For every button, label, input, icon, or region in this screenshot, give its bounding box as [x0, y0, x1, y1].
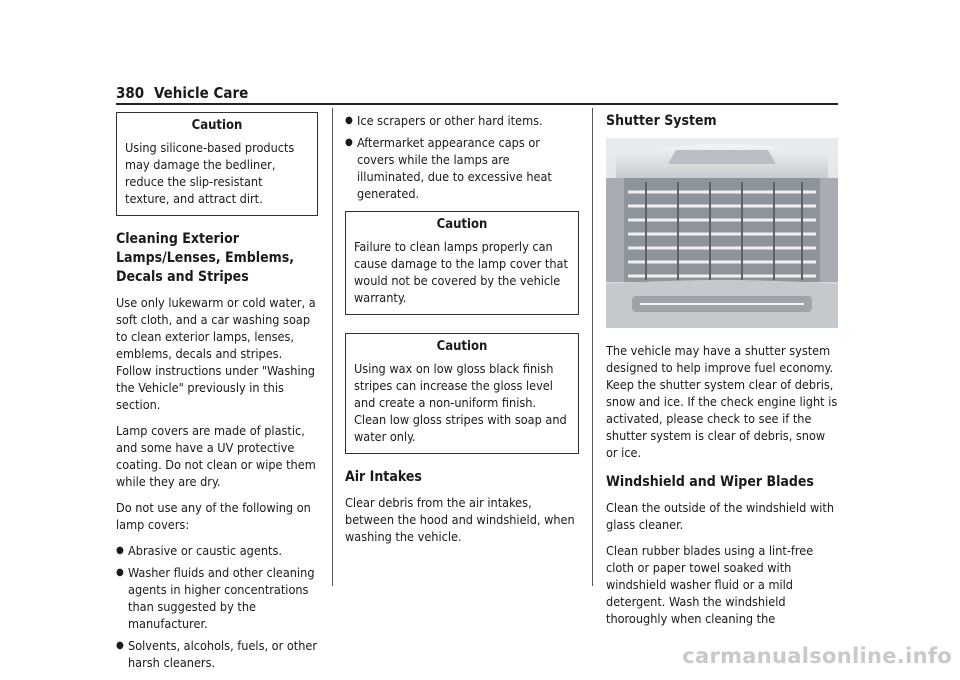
heading-air-intakes: Air Intakes — [345, 469, 422, 485]
page-header — [116, 84, 838, 104]
caution-title: Caution — [191, 118, 243, 133]
list-item-text: Solvents, alcohols, fuels, or other harsh cleaners. — [128, 638, 318, 670]
caution-title: Caution — [436, 217, 488, 232]
caution-text: Using silicone-based products may damage the bedliner, reduce the slip-resistant texture, and attract dirt. — [125, 140, 295, 206]
list-item — [116, 637, 318, 671]
paragraph: Do not use any of the following on lamp covers: — [116, 500, 311, 532]
column-1 — [116, 112, 318, 680]
list-item — [116, 542, 318, 559]
paragraph: Use only lukewarm or cold water, a soft cloth, and a car washing soap to clean exterior lamps, lenses, emblems, decals and stripes. Follow instructions under "Washing the Vehicle" previously in this section. — [116, 295, 316, 412]
paragraph: Lamp covers are made of plastic, and some have a UV protective coating. Do not clean or wipe them while they are dry. — [116, 423, 316, 489]
bullet-list — [345, 112, 579, 202]
list-item-text: Abrasive or caustic agents. — [128, 543, 282, 558]
heading-windshield-wiper-blades: Windshield and Wiper Blades — [606, 474, 814, 490]
paragraph: Clean the outside of the windshield with glass cleaner. — [606, 500, 835, 532]
bullet-list — [116, 542, 318, 671]
bullet-icon: ● — [116, 545, 124, 556]
bullet-icon: ● — [345, 137, 353, 148]
caution-box-wax — [345, 333, 579, 454]
caution-title: Caution — [436, 339, 488, 354]
page-number: 380 — [116, 84, 145, 102]
bullet-icon: ● — [116, 640, 124, 651]
list-item-text: Washer fluids and other cleaning agents in higher concentrations than suggested by the manufacturer. — [128, 565, 315, 631]
column-divider-1 — [332, 108, 333, 586]
heading-shutter-system: Shutter System — [606, 113, 717, 129]
shutter-system-photo — [606, 138, 838, 328]
list-item — [345, 112, 579, 129]
paragraph: The vehicle may have a shutter system designed to help improve fuel economy. Keep the shutter system clear of debris, snow and ice. If the check engine light is activated, please check to see if the shutter system is clear of debris, snow or ice. — [606, 343, 838, 460]
caution-text: Failure to clean lamps properly can cause damage to the lamp cover that would not be covered by the vehicle warranty. — [354, 239, 568, 305]
list-item-text: Aftermarket appearance caps or covers while the lamps are illuminated, due to excessive heat generated. — [357, 135, 552, 201]
caution-text: Using wax on low gloss black finish stripes can increase the gloss level and create a non-uniform finish. Clean low gloss stripes with soap and water only. — [354, 361, 567, 444]
paragraph: Clear debris from the air intakes, between the hood and windshield, when washing the vehicle. — [345, 495, 575, 544]
list-item-text: Ice scrapers or other hard items. — [357, 113, 543, 128]
paragraph: Clean rubber blades using a lint-free cloth or paper towel soaked with windshield washer fluid or a mild detergent. Wash the windshield thoroughly when cleaning the — [606, 543, 814, 626]
column-3 — [606, 112, 838, 636]
section-title: Vehicle Care — [154, 84, 249, 102]
caution-box-lamps — [345, 211, 579, 315]
column-2 — [345, 112, 579, 554]
list-item — [116, 564, 318, 632]
bullet-icon: ● — [116, 567, 124, 578]
header-rule — [116, 103, 838, 105]
bullet-icon: ● — [345, 115, 353, 126]
list-item — [345, 134, 579, 202]
caution-box-silicone — [116, 112, 318, 216]
heading-cleaning-exterior-lamps: Cleaning Exterior Lamps/Lenses, Emblems, Decals and Stripes — [116, 231, 295, 285]
watermark-text: carmanualsonline.info — [682, 644, 952, 668]
column-divider-2 — [592, 108, 593, 586]
